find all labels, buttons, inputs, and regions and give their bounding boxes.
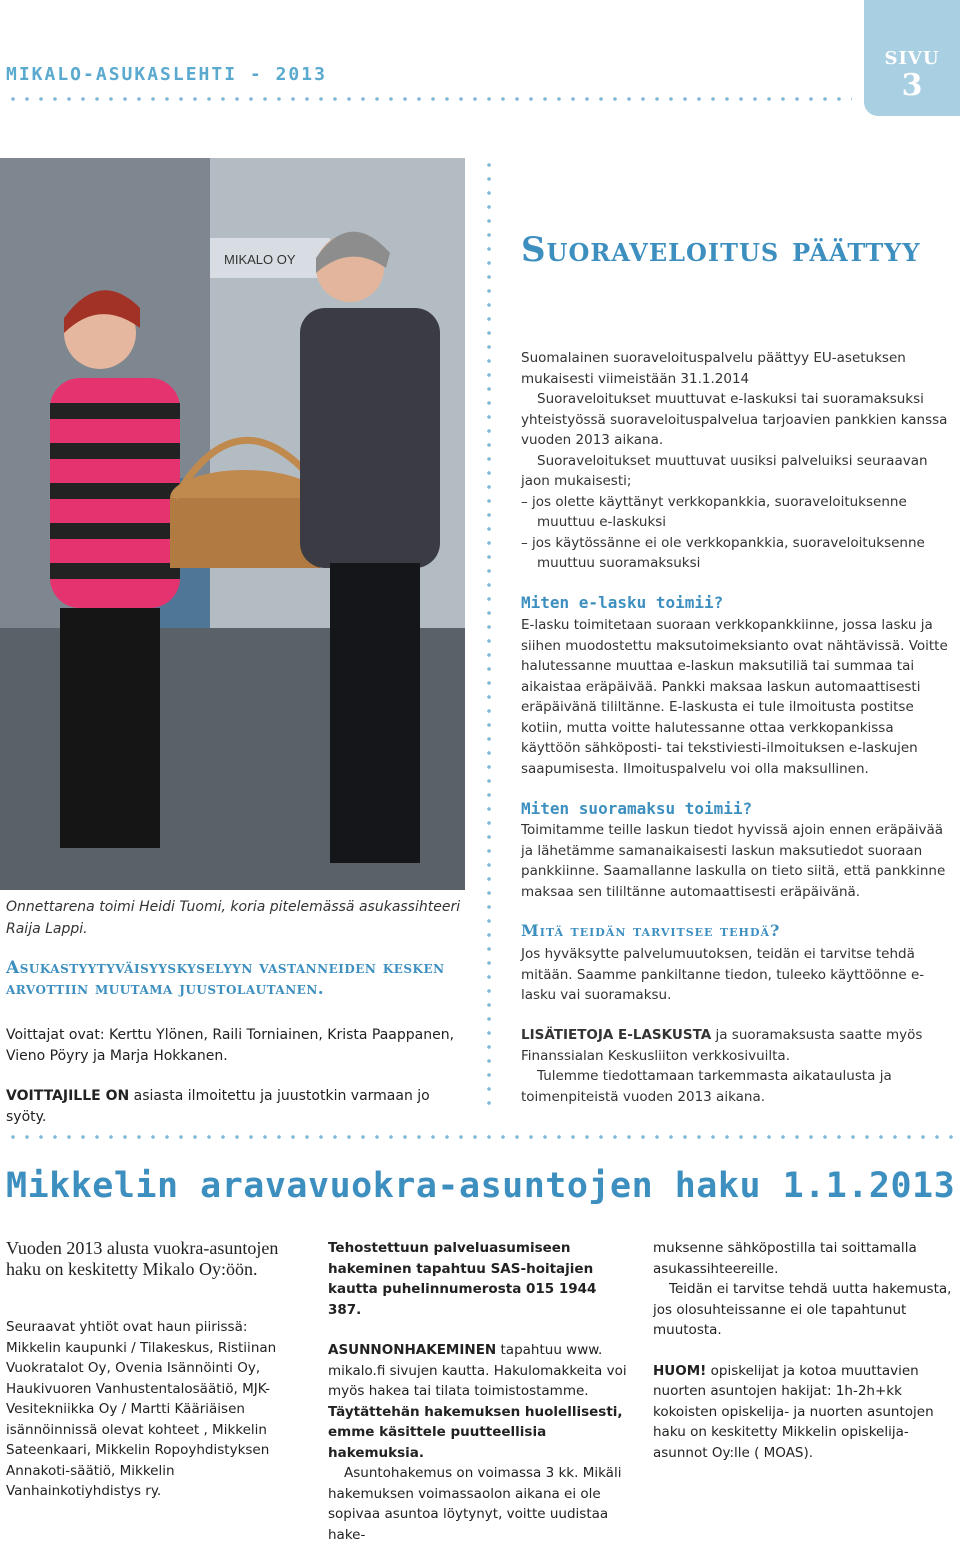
more-info-p2: Tulemme tiedottamaan tarkemmasta aikataulusta ja toimenpiteistä vuoden 2013 aikana. xyxy=(521,1068,892,1105)
housing-apply-bold: ASUNNONHAKEMINEN xyxy=(328,1342,497,1358)
housing-col3-p1: muksenne sähköpostilla tai soittamalla asukassihteereille. xyxy=(653,1240,917,1277)
masthead-title: MIKALO-ASUKASLEHTI - 2013 xyxy=(6,64,327,85)
event-photo xyxy=(0,158,465,890)
section-divider xyxy=(6,1134,960,1140)
housing-fill-bold: Täytättehän hakemuksen huolellisesti, emme käsittele puutteellisia hakemuksia. xyxy=(328,1403,623,1461)
more-info xyxy=(521,1025,951,1107)
housing-huom-text: opiskelijat ja kotoa muuttavien nuorten asuntojen hakijat: 1h-2h+kk kokoisten opiskelija- ja nuorten asuntojen haku on keskitetty Mikkelin opiskelija-asunnot Oy:lle ( MOAS). xyxy=(653,1362,934,1461)
more-info-bold: LISÄTIETOJA E-LASKUSTA xyxy=(521,1027,712,1043)
housing-sas: Tehostettuun palveluasumiseen hakeminen tapahtuu SAS-hoitajien kautta puhelinnumerosta 015 1944 387. xyxy=(328,1240,597,1318)
sign-text: MIKALO OY xyxy=(224,252,296,267)
housing-col1: Seuraavat yhtiöt ovat haun piirissä: Mikkelin kaupunki / Tilakeskus, Ristiinan Vuokratalot Oy, Ovenia Isännöinti Oy, Haukivuoren Vanhustentalosäätiö, MJK-Vesitekniikka Oy / Martti Kääriäisen isännöinnissä olevat kohteet , Mikkelin Sateenkaari, Mikkelin Ropoyhdistyksen Annakoti-säätiö, Mikkelin Vanhainkotiyhdistys ry. xyxy=(6,1319,277,1499)
direct-debit-dash2: – jos käytössänne ei ole verkkopankkia, suoraveloituksenne muuttuu suoramaksuksi xyxy=(521,534,925,571)
housing-huom-bold: HUOM! xyxy=(653,1362,707,1379)
survey-winners: Voittajat ovat: Kerttu Ylönen, Raili Torniainen, Krista Paappanen, Vieno Pöyry ja Marja Hokkanen. xyxy=(6,1027,455,1064)
page-tab-label: SIVU xyxy=(884,48,940,69)
survey-note-bold: VOITTAJILLE ON xyxy=(6,1088,130,1104)
todo-heading: Mitä teidän tarvitsee tehdä? xyxy=(521,921,781,940)
suoramaksu-text: Toimitamme teille laskun tiedot hyvissä ajoin ennen eräpäivää ja lähetämme samanaikaisesti laskun maksutiedot suoraan pankkiinne. Saamallanne laskulla on tieto siitä, että pankkinne maksaa sen tililtänne automaattisesti eräpäivänä. xyxy=(521,822,946,900)
photo-illustration xyxy=(0,158,465,890)
elasku-heading: Miten e-lasku toimii? xyxy=(521,593,724,612)
housing-col3 xyxy=(653,1238,953,1463)
masthead-divider xyxy=(6,96,852,102)
direct-debit-body xyxy=(521,348,951,574)
direct-debit-p2: Suoraveloitukset muuttuvat e-laskuksi tai suoramaksuksi yhteistyössä suoraveloituspalvelua tarjoavien pankkien kanssa vuoden 2013 aikana. xyxy=(521,391,948,448)
survey-note-text: asiasta ilmoitettu ja juustotkin varmaan jo syöty. xyxy=(6,1088,430,1125)
suoramaksu-heading: Miten suoramaksu toimii? xyxy=(521,799,753,818)
todo-text: Jos hyväksytte palvelumuutoksen, teidän ei tarvitse tehdä mitään. Saamme pankiltanne tiedon, tuleeko käyttöönne e-lasku vai suoramaksu. xyxy=(521,946,925,1003)
direct-debit-heading: Suoraveloitus päättyy xyxy=(521,230,921,270)
page-number-tab xyxy=(864,0,960,116)
direct-debit-p1: Suomalainen suoraveloituspalvelu päättyy EU-asetuksen mukaisesti viimeistään 31.1.2014 xyxy=(521,350,906,387)
direct-debit-dash1: – jos olette käyttänyt verkkopankkia, suoraveloituksenne muuttuu e-laskuksi xyxy=(521,493,907,530)
direct-debit-p3: Suoraveloitukset muuttuvat uusiksi palveluiksi seuraavan jaon mukaisesti; xyxy=(521,452,928,489)
survey-note xyxy=(6,1086,461,1128)
housing-apply-text: tapahtuu www. mikalo.fi sivujen kautta. Hakulomakkeita voi myös hakea tai tilata toimistostamme. xyxy=(328,1342,627,1399)
photo-caption: Onnettarena toimi Heidi Tuomi, koria pitelemässä asukassihteeri Raija Lappi. xyxy=(6,899,461,937)
housing-col2 xyxy=(328,1238,632,1545)
housing-col3-p2: Teidän ei tarvitse tehdä uutta hakemusta, jos olosuhteissanne ei ole tapahtunut muutosta. xyxy=(653,1281,952,1338)
survey-heading: Asukastyytyväisyyskyselyyn vastanneiden kesken arvottiin muutama juustolautanen. xyxy=(6,958,445,999)
column-divider xyxy=(486,158,492,1110)
page-tab-number: 3 xyxy=(901,68,923,103)
housing-title: Mikkelin aravavuokra-asuntojen haku 1.1.2013 xyxy=(6,1166,956,1206)
housing-intro: Vuoden 2013 alusta vuokra-asuntojen haku on keskitetty Mikalo Oy:öön. xyxy=(6,1238,279,1279)
more-info-text: ja suoramaksusta saatte myös Finanssialan Keskusliiton verkkosivuilta. xyxy=(521,1027,923,1064)
elasku-text: E-lasku toimitetaan suoraan verkkopankkiinne, jossa lasku ja siihen muodostettu maksutoimeksianto ovat nähtävissä. Voitte halutessanne muuttaa e-laskun maksutiliä tai summaa tai aikaistaa eräpäivää. Pankki maksaa laskun automaattisesti eräpäivänä tililtänne. E-laskusta ei tule ilmoitusta postitse kotiin, mutta voitte halutessanne ottaa verkkopankissa käyttöön sähköposti- tai tekstiviesti-ilmoituksen e-laskujen saapumisesta. Ilmoituspalvelu voi olla maksullinen. xyxy=(521,617,948,777)
housing-valid: Asuntohakemus on voimassa 3 kk. Mikäli hakemuksen voimassaolon aikana ei ole sopivaa asuntoa löytynyt, voitte uudistaa hake- xyxy=(328,1465,622,1543)
